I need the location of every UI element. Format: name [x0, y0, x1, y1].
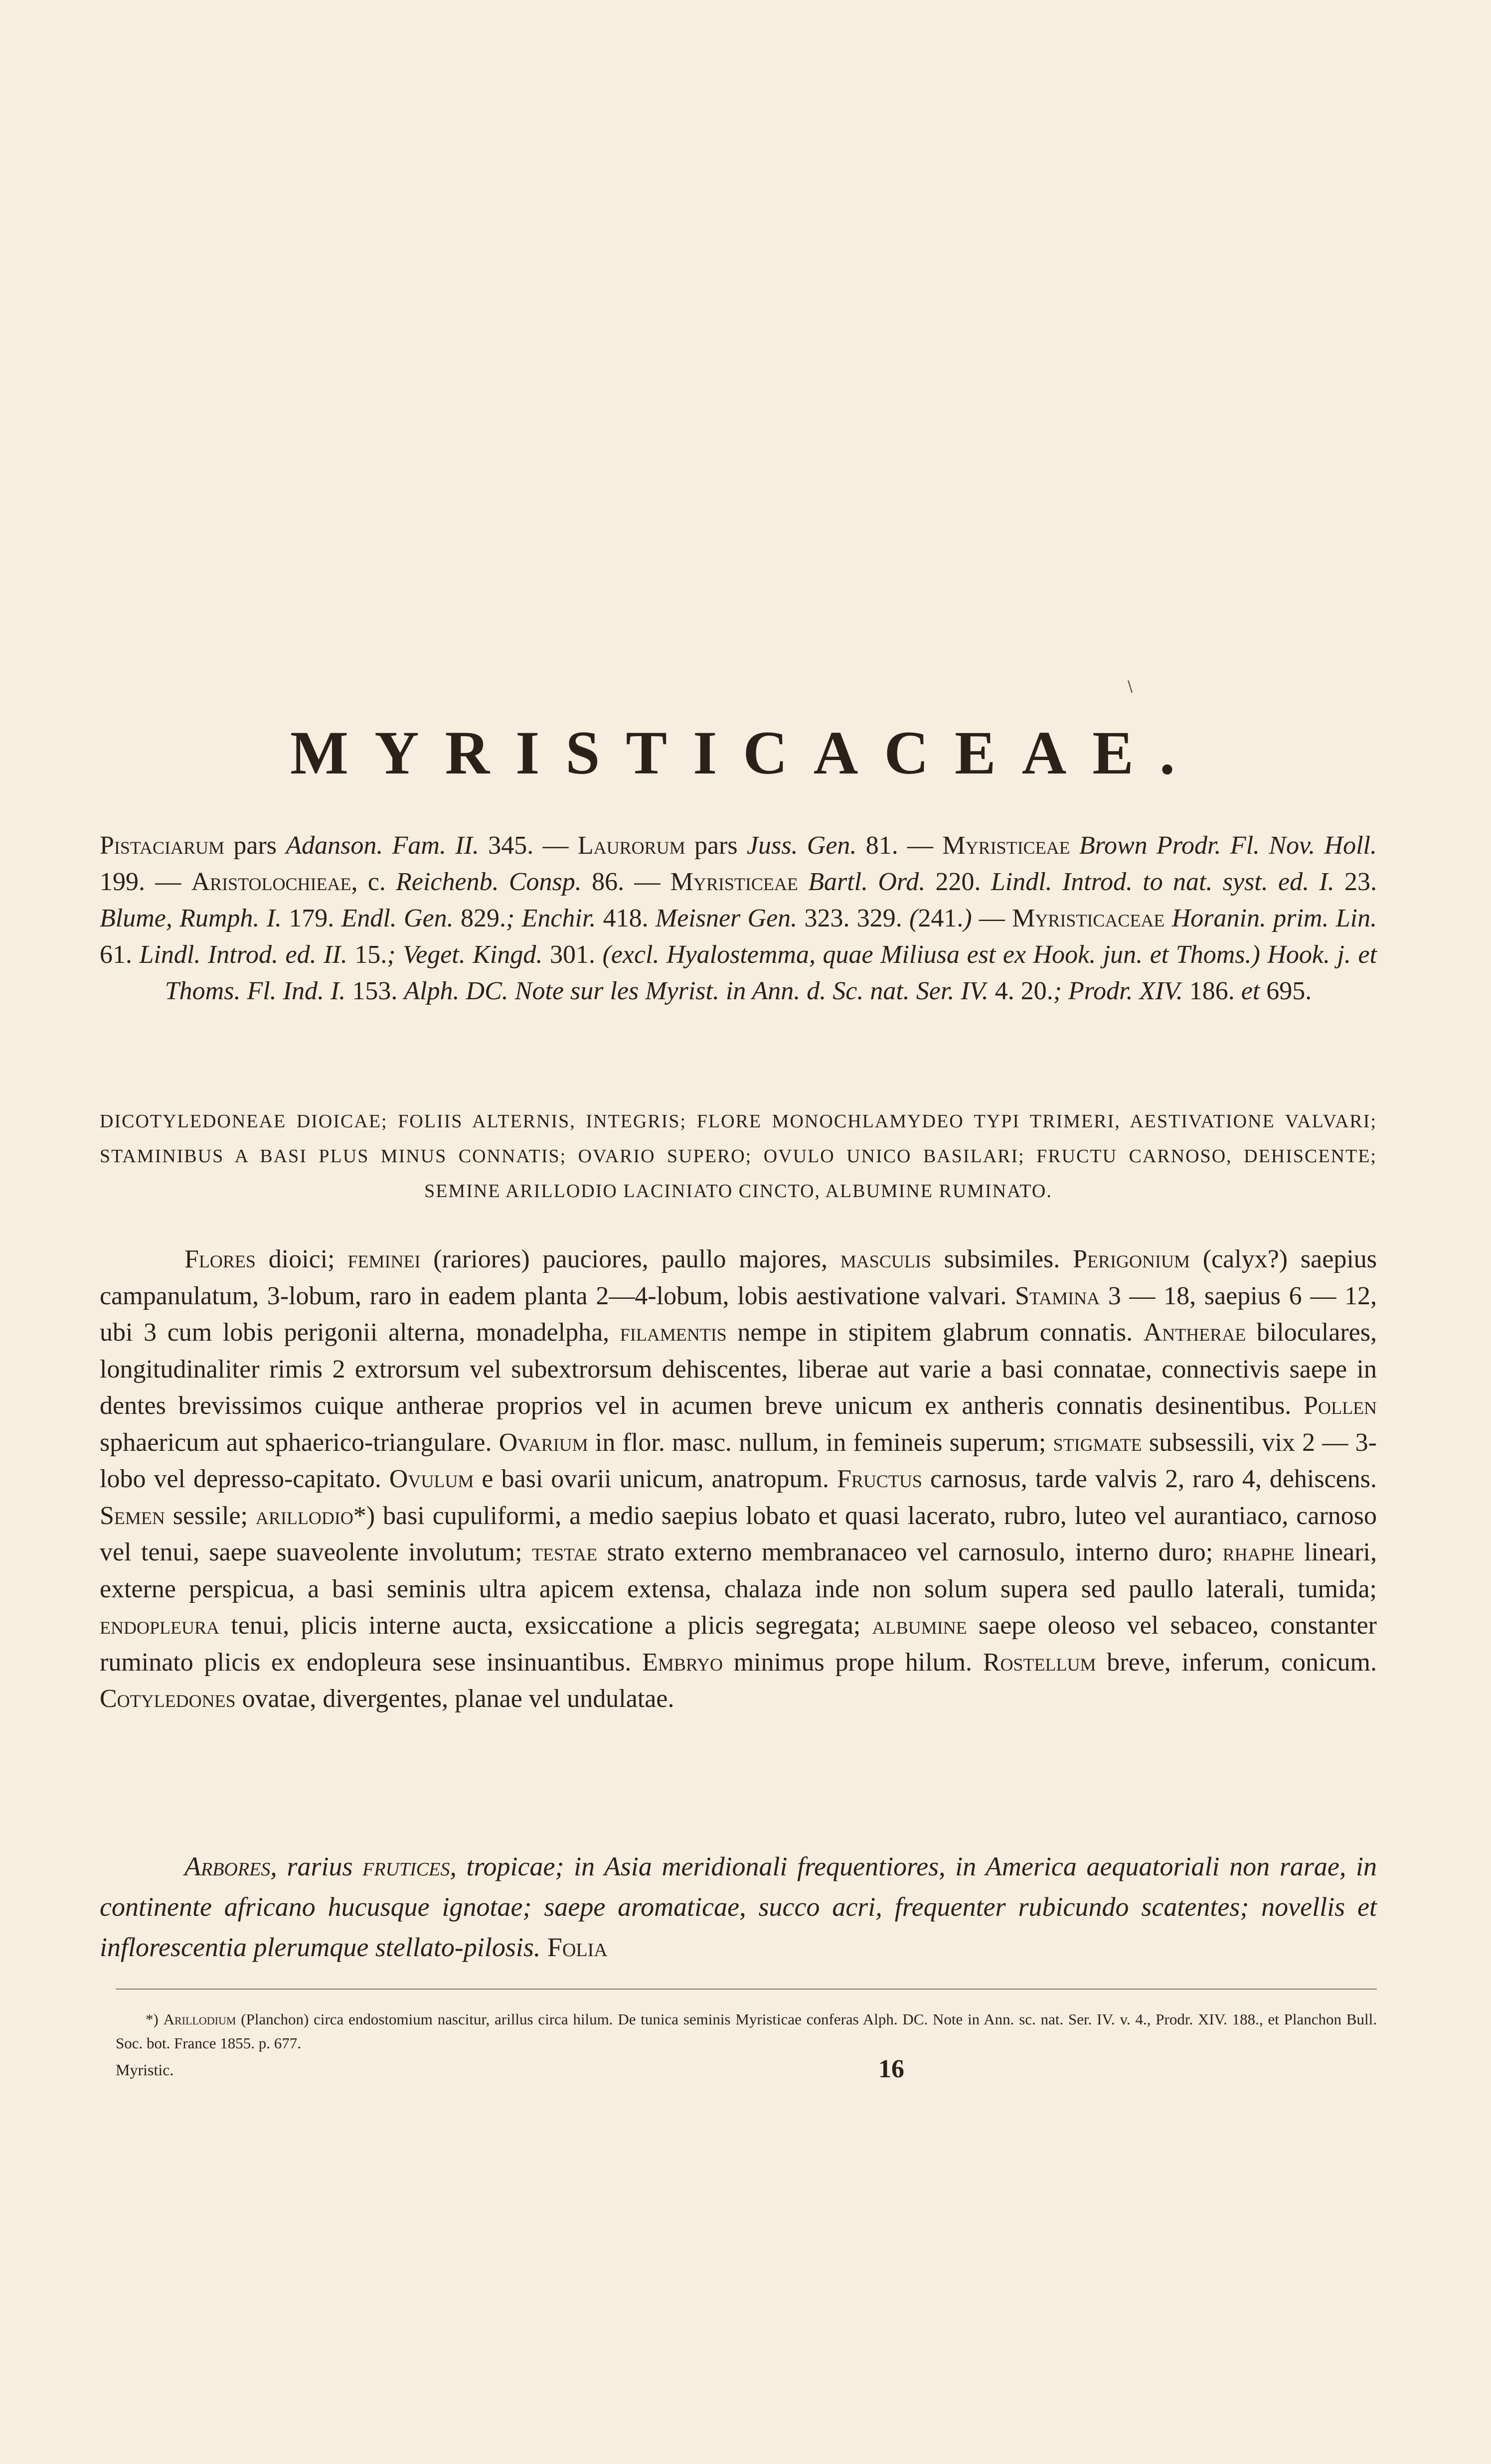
desc-text: nempe in stipitem glabrum connatis. [726, 1318, 1144, 1347]
syn-8: 81. — [856, 831, 943, 860]
desc-text: basi cupuliformi, a medio saepius lobato et quasi lacerato, rubro, luteo vel aurantiaco, carnoso vel tenui, saepe suaveolente involutum; [100, 1501, 1377, 1566]
syn-51: et [1241, 977, 1260, 1005]
desc-term-albumine: albumine [872, 1611, 967, 1640]
syn-21: Lindl. Introd. to nat. syst. ed. I. [991, 868, 1334, 896]
syn-17: Myristiceae [670, 868, 798, 896]
family-diagnosis: DICOTYLEDONEAE DIOICAE; FOLIIS ALTERNIS, INTEGRIS; FLORE MONOCHLAMYDEO TYPI TRIMERI, AESTIVATIONE VALVARI; STAMINIBUS A BASI PLUS MINUS CONNATIS; OVARIO SUPERO; OVULO UNICO BASILARI; FRUCTU CARNOSO, DEHISCENTE; SEMINE ARILLODIO LACINIATO CINCTO, ALBUMINE RUMINATO. [100, 1111, 1377, 1202]
desc-term-embryo: Embryo [642, 1648, 723, 1677]
desc-text: subsimiles. [931, 1245, 1073, 1273]
desc-term-rhaphe: rhaphe [1222, 1538, 1295, 1566]
syn-23: Blume, Rumph. I. [100, 904, 282, 932]
syn-27: ; Enchir. [505, 904, 596, 932]
syn-6: pars [685, 831, 747, 860]
syn-35: Myristicaceae [1012, 904, 1165, 932]
desc-term-cotyledones: Cotyledones [100, 1685, 236, 1713]
desc-text: sessile; [165, 1501, 256, 1530]
syn-3: Adanson. Fam. II. [286, 831, 479, 860]
syn-36 [1164, 904, 1171, 932]
syn-1: Pistaciarum [100, 831, 225, 860]
syn-46: 153. [345, 977, 404, 1005]
syn-20: 220. [925, 868, 991, 896]
desc-text: 3 — 18, saepius 6 — 12, ubi 3 cum lobis perigonii alterna, monadelpha, [100, 1281, 1377, 1347]
syn-30: 323. 329. [797, 904, 909, 932]
footnote-marker: *) [146, 2010, 159, 2028]
syn-33: ) [963, 904, 972, 932]
footnote [116, 2007, 1377, 2055]
syn-45: Hook. j. et Thoms. Fl. Ind. I. [165, 940, 1377, 1005]
running-foot: Myristic. [116, 2061, 174, 2079]
syn-50: 186. [1182, 977, 1241, 1005]
habit-term-arbores: Arbores [184, 1851, 271, 1881]
desc-text: dioici; [255, 1245, 348, 1273]
syn-19: Bartl. Ord. [808, 868, 926, 896]
desc-text: minimus prope hilum. [722, 1648, 983, 1677]
syn-32: 241. [918, 904, 964, 932]
syn-25: Endl. Gen. [341, 904, 454, 932]
desc-text: (rariores) pauciores, paullo majores, [420, 1245, 840, 1273]
page-title: MYRISTICACEAE. [290, 719, 1201, 787]
syn-24: 179. [282, 904, 341, 932]
desc-text: e basi ovarii unicum, anatropum. [474, 1465, 837, 1493]
syn-52: 695. [1260, 977, 1312, 1005]
signature-mark: 16 [878, 2055, 904, 2083]
desc-text: breve, inferum, conicum. [1096, 1648, 1377, 1677]
syn-41: ; Veget. Kingd. [387, 940, 543, 969]
syn-34: — [972, 904, 1012, 932]
family-description [100, 1241, 1377, 1717]
desc-text: ovatae, divergentes, planae vel undulatae. [235, 1685, 674, 1713]
syn-49: ; Prodr. XIV. [1053, 977, 1183, 1005]
desc-term-rostellum: Rostellum [983, 1648, 1096, 1677]
desc-text: biloculares, longitudinaliter rimis 2 extrorsum vel subextrorsum dehiscentes, liberae aut varie a basi connatae, connectivis saepe in dentes brevissimos cuique antherae proprios vel in acumen breve unicum ex antheris connatis desinentibus. [100, 1318, 1377, 1420]
syn-15: Reichenb. Consp. [396, 868, 582, 896]
desc-text: (calyx?) saepius campanulatum, 3-lobum, raro in eadem planta 2—4-lobum, lobis aestivatione valvari. [100, 1245, 1377, 1310]
syn-7: Juss. Gen. [746, 831, 857, 860]
footnote-reference: *) [353, 1501, 375, 1530]
syn-10 [1070, 831, 1079, 860]
syn-22: 23. [1334, 868, 1377, 896]
syn-18 [798, 868, 808, 896]
desc-term-fructus: Fructus [836, 1465, 922, 1493]
habit-text: , rarius [270, 1851, 363, 1881]
desc-term-stigmate: stigmate [1053, 1428, 1142, 1457]
syn-2: pars [224, 831, 286, 860]
desc-term-ovarium: Ovarium [498, 1428, 588, 1457]
syn-11: Brown Prodr. Fl. Nov. Holl. [1079, 831, 1377, 860]
syn-38: 61. [100, 940, 140, 969]
desc-term-perigonium: Perigonium [1073, 1245, 1190, 1273]
syn-44 [1260, 940, 1268, 969]
desc-text: sphaericum aut sphaerico-triangulare. [100, 1428, 499, 1457]
desc-text: tenui, plicis interne aucta, exsiccatione a plicis segregata; [219, 1611, 872, 1640]
desc-term-arillodio: arillodio [255, 1501, 353, 1530]
syn-31: ( [909, 904, 918, 932]
syn-13: Aristolochieae [191, 868, 351, 896]
desc-term-feminei: feminei [347, 1245, 421, 1273]
desc-term-ovulum: Ovulum [389, 1465, 474, 1493]
syn-16: 86. — [581, 868, 670, 896]
footnote-text: (Planchon) circa endostomium nascitur, arillus circa hilum. De tunica seminis Myristicae conferas Alph. DC. Note in Ann. sc. nat. Ser. IV. v. 4., Prodr. XIV. 188., et Planchon Bull. Soc. bot. France 1855. p. 677. [116, 2010, 1377, 2052]
desc-term-stamina: Stamina [1015, 1281, 1100, 1310]
syn-29: Meisner Gen. [655, 904, 798, 932]
syn-4: 345. — [479, 831, 578, 860]
syn-47: Alph. DC. Note sur les Myrist. in Ann. d. Sc. nat. Ser. IV. [404, 977, 989, 1005]
desc-term-flores: Flores [184, 1245, 256, 1273]
desc-term-testae: testae [532, 1538, 598, 1566]
desc-term-masculis: masculis [840, 1245, 931, 1273]
syn-39: Lindl. Introd. ed. II. [139, 940, 347, 969]
habit-term-folia: Folia [547, 1932, 608, 1962]
habit-term-frutices: frutices [362, 1851, 450, 1881]
synonymy-paragraph [100, 827, 1377, 1009]
printer-mark: \ [1128, 678, 1133, 695]
desc-term-endopleura: endopleura [100, 1611, 219, 1640]
desc-text: strato externo membranaceo vel carnosulo, interno duro; [597, 1538, 1223, 1566]
desc-term-filamentis: filamentis [620, 1318, 727, 1347]
syn-43: (excl. Hyalostemma, quae Miliusa est ex Hook. jun. et Thoms.) [602, 940, 1260, 969]
syn-28: 418. [596, 904, 656, 932]
footnote-divider [116, 1989, 1377, 1990]
syn-26: 829. [453, 904, 506, 932]
desc-text: saepe oleoso vel sebaceo, constanter ruminato plicis ex endopleura sese insinuantibus. [100, 1611, 1377, 1677]
syn-37: Horanin. prim. Lin. [1171, 904, 1377, 932]
desc-term-pollen: Pollen [1304, 1391, 1377, 1420]
desc-text: subsessili, vix 2 — 3-lobo vel depresso-capitato. [100, 1428, 1377, 1493]
syn-12: 199. — [100, 868, 191, 896]
habitat-paragraph [100, 1847, 1377, 1968]
desc-term-antherae: Antherae [1143, 1318, 1246, 1347]
desc-text: lineari, externe perspicua, a basi seminis ultra apicem extensa, chalaza inde non solum supera sed paullo laterali, tumida; [100, 1538, 1377, 1603]
syn-14: , c. [351, 868, 396, 896]
desc-term-semen: Semen [100, 1501, 165, 1530]
syn-9: Myristiceae [942, 831, 1070, 860]
syn-40: 15. [347, 940, 387, 969]
habit-text: , tropicae; in Asia meridionali frequentiores, in America aequatoriali non rarae, in continente africano hucusque ignotae; saepe aromaticae, succo acri, frequenter rubicundo scatentes; novellis et inflorescentia plerumque stellato-pilosis. [100, 1851, 1377, 1962]
syn-48: 4. 20. [988, 977, 1053, 1005]
footnote-term: Arillodium [163, 2010, 236, 2028]
syn-42: 301. [542, 940, 603, 969]
desc-text: in flor. masc. nullum, in femineis superum; [588, 1428, 1053, 1457]
desc-text: carnosus, tarde valvis 2, raro 4, dehiscens. [922, 1465, 1377, 1493]
syn-5: Laurorum [577, 831, 685, 860]
